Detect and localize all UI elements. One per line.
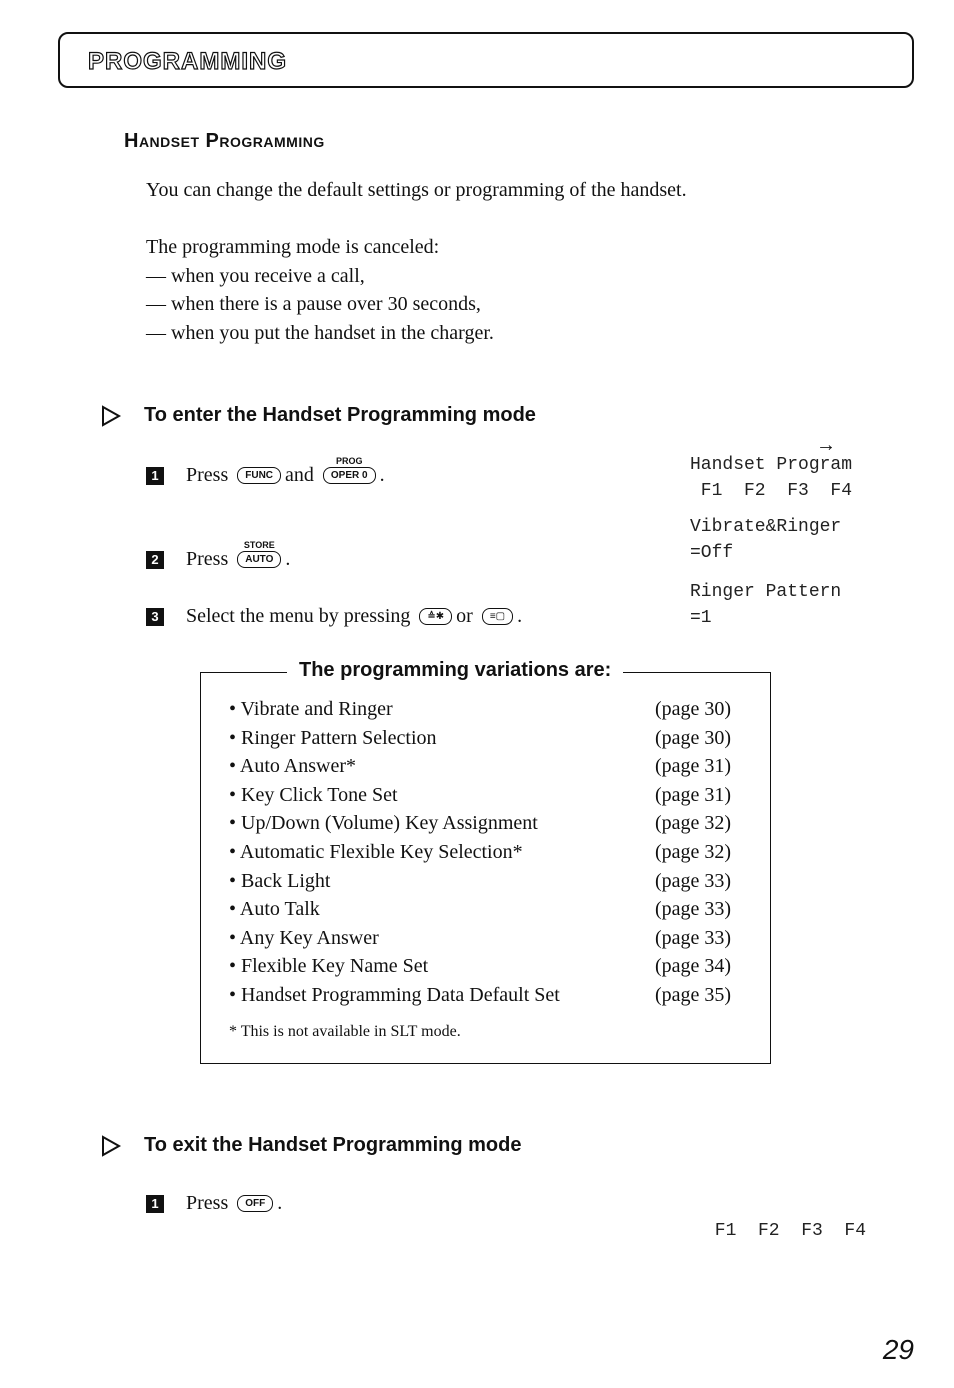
key-top-label: PROG (335, 456, 363, 466)
step-end: . (379, 464, 385, 486)
list-item (229, 781, 749, 810)
step-text: Select the menu by pressing (186, 605, 411, 627)
item-name: • Auto Talk (229, 898, 320, 921)
list-item (229, 752, 749, 781)
item-name: • Automatic Flexible Key Selection* (229, 840, 523, 863)
section-title: Handset Programming (124, 130, 325, 152)
step-number: 3 (146, 608, 164, 626)
enter-step-2 (146, 540, 291, 571)
item-name: • Any Key Answer (229, 926, 379, 949)
step-number: 1 (146, 1195, 164, 1213)
item-page: (page 33) (655, 869, 732, 892)
triangle-bullet-icon (100, 405, 122, 427)
exit-mode-heading-text: To exit the Handset Programming mode (144, 1134, 522, 1156)
exit-step-1 (146, 1192, 282, 1215)
step-text: or (456, 605, 473, 627)
cancel-conditions (146, 233, 494, 347)
item-name: • Back Light (229, 869, 331, 892)
hash-key: ≡▢ (482, 608, 513, 625)
item-page: (page 32) (655, 840, 732, 863)
variations-list (229, 695, 749, 1010)
cancel-item: — when you put the handset in the charger. (146, 321, 494, 344)
intro-paragraph: You can change the default settings or programming of the handset. (146, 179, 687, 201)
item-name: • Vibrate and Ringer (229, 698, 393, 720)
variations-box (200, 659, 771, 1064)
item-name: • Ringer Pattern Selection (229, 726, 437, 749)
item-page: (page 31) (655, 755, 732, 778)
variations-title: The programming variations are: (287, 659, 623, 682)
enter-step-1 (146, 456, 385, 487)
list-item (229, 924, 749, 953)
key-label: OPER 0 (330, 470, 368, 481)
header-box (58, 32, 914, 88)
step-end: . (285, 548, 291, 570)
item-page: (page 34) (655, 955, 732, 978)
cancel-item: — when you receive a call, (146, 264, 365, 287)
step-text: and (285, 464, 314, 486)
list-item (229, 952, 749, 981)
item-page: (page 30) (655, 726, 732, 749)
item-page: (page 33) (655, 926, 732, 949)
step-end: . (277, 1192, 283, 1214)
item-name: • Flexible Key Name Set (229, 955, 429, 978)
auto-key (237, 540, 281, 568)
func-key: FUNC (237, 467, 281, 484)
step-number: 1 (146, 467, 164, 485)
list-item (229, 867, 749, 896)
lcd-screen-ringer-pattern: Ringer Pattern =1 (690, 582, 842, 628)
step-text: Press (186, 464, 229, 486)
step-end: . (517, 605, 523, 627)
scroll-arrow-icon: → (816, 434, 836, 456)
step-number: 2 (146, 551, 164, 569)
enter-mode-heading-text: To enter the Handset Programming mode (144, 404, 536, 426)
exit-mode-heading (100, 1134, 521, 1157)
lcd-screen-function-keys: F1 F2 F3 F4 (704, 1221, 867, 1241)
off-key: OFF (237, 1195, 273, 1212)
list-item (229, 724, 749, 753)
page-number: 29 (882, 1334, 914, 1365)
chapter-title: PROGRAMMING (88, 48, 287, 75)
enter-step-3 (146, 605, 522, 628)
item-name: • Handset Programming Data Default Set (229, 983, 560, 1006)
item-page: (page 35) (655, 983, 732, 1006)
item-name: • Auto Answer* (229, 755, 357, 778)
enter-mode-heading (100, 404, 536, 427)
list-item (229, 809, 749, 838)
star-key: ≙✱ (419, 608, 452, 625)
step-text: Press (186, 1192, 229, 1214)
lcd-screen-vibrate-ringer: Vibrate&Ringer =Off (690, 517, 842, 563)
oper-0-key (323, 456, 376, 484)
item-name: • Key Click Tone Set (229, 783, 398, 806)
list-item (229, 981, 749, 1010)
key-top-label: STORE (243, 540, 275, 550)
list-item (229, 895, 749, 924)
footnote: * This is not available in SLT mode. (229, 1023, 461, 1040)
cancel-lead: The programming mode is canceled: (146, 236, 440, 258)
item-name: • Up/Down (Volume) Key Assignment (229, 812, 538, 835)
item-page: (page 30) (655, 698, 732, 720)
list-item (229, 695, 749, 724)
list-item (229, 838, 749, 867)
cancel-item: — when there is a pause over 30 seconds, (146, 293, 481, 315)
item-page: (page 33) (655, 898, 732, 921)
step-text: Press (186, 548, 229, 570)
triangle-bullet-icon (100, 1135, 122, 1157)
lcd-screen-handset-program: Handset Program F1 F2 F3 F4 (690, 455, 853, 501)
item-page: (page 31) (655, 783, 732, 806)
item-page: (page 32) (655, 812, 732, 835)
key-label: AUTO (245, 554, 274, 565)
